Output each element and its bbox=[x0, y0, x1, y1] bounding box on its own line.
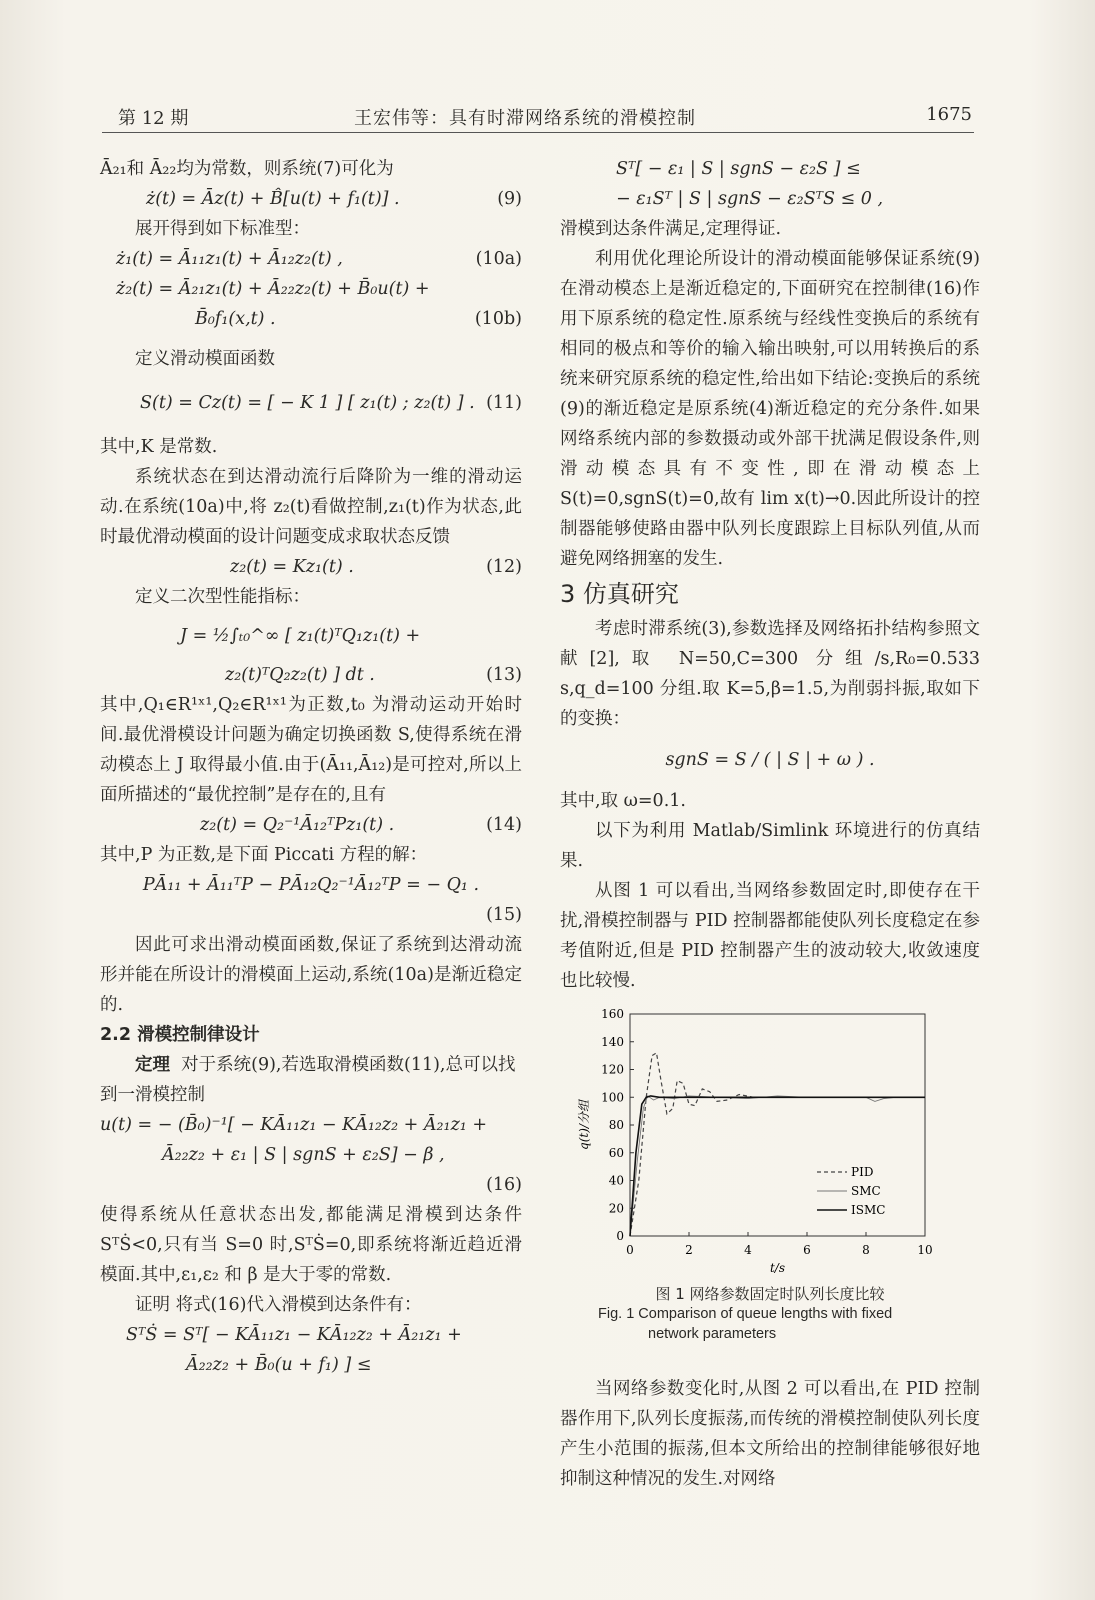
x-tick-label: 6 bbox=[803, 1243, 811, 1257]
paragraph: 利用优化理论所设计的滑动模面能够保证系统(9)在滑动模态上是渐近稳定的,下面研究在控制律(16)作用下原系统的稳定性.原系统与经线性变换后的系统有相同的极点和等价的输入输出映射,可以用转换后的系统来研究原系统的稳定性,给出如下结论:变换后的系统(9)的渐近稳定是原系统(4)渐近稳定的充分条件.如果网络系统内部的参数摄动或外部干扰满足假设条件,则滑动模态具有不变性,即在滑动模态上 S(t)=0,sgnS(t)=0,故有 lim x(t)→0.因此所设计的控制器能够使路由器中队列长度跟踪上目标队列值,从而避免网络拥塞的发生. bbox=[560, 249, 980, 569]
paragraph: 系统状态在到达滑动流行后降阶为一维的滑动运动.在系统(10a)中,将 z₂(t)看做控制,z₁(t)作为状态,此时最优滑动模面的设计问题变成求取状态反馈 bbox=[100, 467, 522, 547]
right-column bbox=[560, 154, 980, 1494]
paragraph: 使得系统从任意状态出发,都能满足滑模到达条件 SᵀṠ<0,只有当 S=0 时,SᵀṠ=0,即系统将渐近趋近滑模面.其中,ε₁,ε₂ 和 β 是大于零的常数. bbox=[100, 1205, 522, 1285]
equation-14: z₂(t) = Q₂⁻¹Ā₁₂ᵀPz₁(t) . (14) bbox=[200, 815, 522, 835]
equation-16-line1: u(t) = − (B̄₀)⁻¹[ − KĀ₁₁z₁ − KĀ₁₂z₂ + Ā₂₁z₁ + bbox=[100, 1115, 488, 1135]
equation-15: PĀ₁₁ + Ā₁₁ᵀP − PĀ₁₂Q₂⁻¹Ā₁₂ᵀP = − Q₁ . bbox=[142, 875, 480, 895]
figure-caption-en-1: Fig. 1 Comparison of queue lengths with fixed bbox=[598, 1306, 893, 1322]
equation-13-line1: J = ½∫ₜ₀^∞ [ z₁(t)ᵀQ₁z₁(t) + bbox=[180, 626, 421, 646]
text-line: 其中,K 是常数. bbox=[100, 437, 218, 457]
equation-reach-line2: − ε₁Sᵀ | S | sgnS − ε₂SᵀS ≤ 0 , bbox=[616, 189, 884, 209]
equation-number: (15) bbox=[486, 905, 522, 925]
paragraph: 其中,Q₁∈R¹ˣ¹,Q₂∈R¹ˣ¹为正数,t₀ 为滑动运动开始时间.最优滑模设计问题为确定切换函数 S,使得系统在滑动模态上 J 取得最小值.由于(Ā₁₁,Ā₁₂)是可控对,所以上面所描述的“最优控制”是存在的,且有 bbox=[100, 695, 522, 805]
theorem: 定理 对于系统(9),若选取滑模函数(11),总可以找到一滑模控制 bbox=[100, 1055, 516, 1105]
y-tick-label: 100 bbox=[601, 1090, 624, 1105]
paragraph: 当网络参数变化时,从图 2 可以看出,在 PID 控制器作用下,队列长度振荡,而传统的滑模控制使队列长度产生小范围的振荡,但本文所给出的控制律能够很好地抑制这种情况的发生.对网络 bbox=[560, 1379, 980, 1489]
paragraph: 考虑时滞系统(3),参数选择及网络拓扑结构参照文献[2],取 N=50,C=300 分组/s,R₀=0.533 s,q_d=100 分组.取 K=5,β=1.5,为削弱抖振,取如下的变换： bbox=[560, 619, 980, 729]
text-line: 展开得到如下标准型： bbox=[135, 219, 310, 239]
legend-label-smc: SMC bbox=[851, 1184, 881, 1198]
x-tick-label: 4 bbox=[744, 1243, 752, 1257]
equation-9: ż(t) = Āz(t) + B̂[u(t) + f₁(t)] . (9) bbox=[146, 189, 522, 209]
paragraph: 从图 1 可以看出,当网络参数固定时,即使存在干扰,滑模控制器与 PID 控制器都能使队列长度稳定在参考值附近,但是 PID 控制器产生的波动较大,收敛速度也比较慢. bbox=[560, 881, 980, 991]
y-tick-label: 40 bbox=[608, 1173, 624, 1188]
running-title: 王宏伟等：具有时滞网络系统的滑模控制 bbox=[354, 108, 696, 129]
issue-number: 第 12 期 bbox=[118, 108, 189, 129]
equation-12: z₂(t) = Kz₁(t) . (12) bbox=[230, 557, 522, 577]
y-tick-label: 20 bbox=[608, 1201, 624, 1216]
y-tick-label: 80 bbox=[608, 1118, 624, 1132]
page-number: 1675 bbox=[926, 104, 972, 125]
x-tick-label: 2 bbox=[685, 1243, 693, 1257]
equation-10b-line1: ż₂(t) = Ā₂₁z₁(t) + Ā₂₂z₂(t) + B̄₀u(t) + bbox=[116, 279, 430, 299]
equation-10a: ż₁(t) = Ā₁₁z₁(t) + Ā₁₂z₂(t) , (10a) bbox=[116, 249, 522, 269]
equation-16-line2: Ā₂₂z₂ + ε₁ | S | sgnS + ε₂S] − β , bbox=[162, 1145, 445, 1165]
section-heading-2-2: 2.2 滑模控制律设计 bbox=[100, 1025, 260, 1045]
y-tick-label: 0 bbox=[616, 1229, 624, 1243]
paragraph: 以下为利用 Matlab/Simlink 环境进行的仿真结果. bbox=[560, 821, 980, 871]
y-tick-label: 160 bbox=[601, 1007, 624, 1021]
x-tick-label: 10 bbox=[917, 1243, 933, 1257]
x-tick-label: 8 bbox=[862, 1243, 870, 1257]
x-axis-label: t/s bbox=[769, 1261, 786, 1274]
y-tick-label: 60 bbox=[608, 1145, 624, 1160]
text-line: 其中,取 ω=0.1. bbox=[560, 791, 686, 811]
y-tick-label: 140 bbox=[601, 1034, 624, 1049]
text-line: 定义滑动模面函数 bbox=[135, 349, 275, 369]
running-header bbox=[102, 104, 974, 133]
text-line: 滑模到达条件满足,定理得证. bbox=[560, 219, 782, 239]
equation-proof-line1: SᵀṠ = Sᵀ[ − KĀ₁₁z₁ − KĀ₁₂z₂ + Ā₂₁z₁ + bbox=[126, 1325, 462, 1345]
equation-proof-line2: Ā₂₂z₂ + B̄₀(u + f₁) ] ≤ bbox=[186, 1355, 372, 1375]
y-tick-label: 120 bbox=[601, 1062, 624, 1077]
legend-label-ismc: ISMC bbox=[851, 1203, 886, 1217]
equation-reach-line1: Sᵀ[ − ε₁ | S | sgnS − ε₂S ] ≤ bbox=[616, 159, 861, 179]
legend-label-pid: PID bbox=[851, 1165, 874, 1179]
equation-sgn: sgnS = S / ( | S | + ω ) . bbox=[665, 750, 875, 770]
y-axis-label: q(t)/分组 bbox=[577, 1100, 591, 1150]
queue-length-chart bbox=[560, 1004, 980, 1274]
text-line: 其中,P 为正数,是下面 Piccati 方程的解： bbox=[100, 845, 428, 865]
figure-caption-cn: 图 1 网络参数固定时队列长度比较 bbox=[655, 1285, 885, 1303]
text-line: Ā₂₁和 Ā₂₂均为常数，则系统(7)可化为 bbox=[100, 159, 394, 179]
equation-13-line2: z₂(t)ᵀQ₂z₂(t) ] dt . (13) bbox=[225, 665, 522, 685]
figure-caption-en-2: network parameters bbox=[648, 1326, 777, 1342]
x-tick-label: 0 bbox=[626, 1243, 634, 1257]
left-column bbox=[100, 154, 522, 1380]
equation-11: S(t) = Cz(t) = [ − K 1 ] [ z₁(t) ; z₂(t) ] . (11) bbox=[140, 393, 522, 413]
paragraph: 因此可求出滑动模面函数,保证了系统到达滑动流形并能在所设计的滑模面上运动,系统(10a)是渐近稳定的. bbox=[100, 935, 522, 1015]
proof-line: 证明 将式(16)代入滑模到达条件有： bbox=[135, 1295, 422, 1315]
text-line: 定义二次型性能指标： bbox=[135, 587, 310, 607]
equation-number: (16) bbox=[486, 1175, 522, 1195]
section-heading-3: 3 仿真研究 bbox=[560, 580, 679, 608]
figure-1 bbox=[560, 1004, 980, 1364]
equation-10b-line2: B̄₀f₁(x,t) . (10b) bbox=[195, 309, 522, 329]
